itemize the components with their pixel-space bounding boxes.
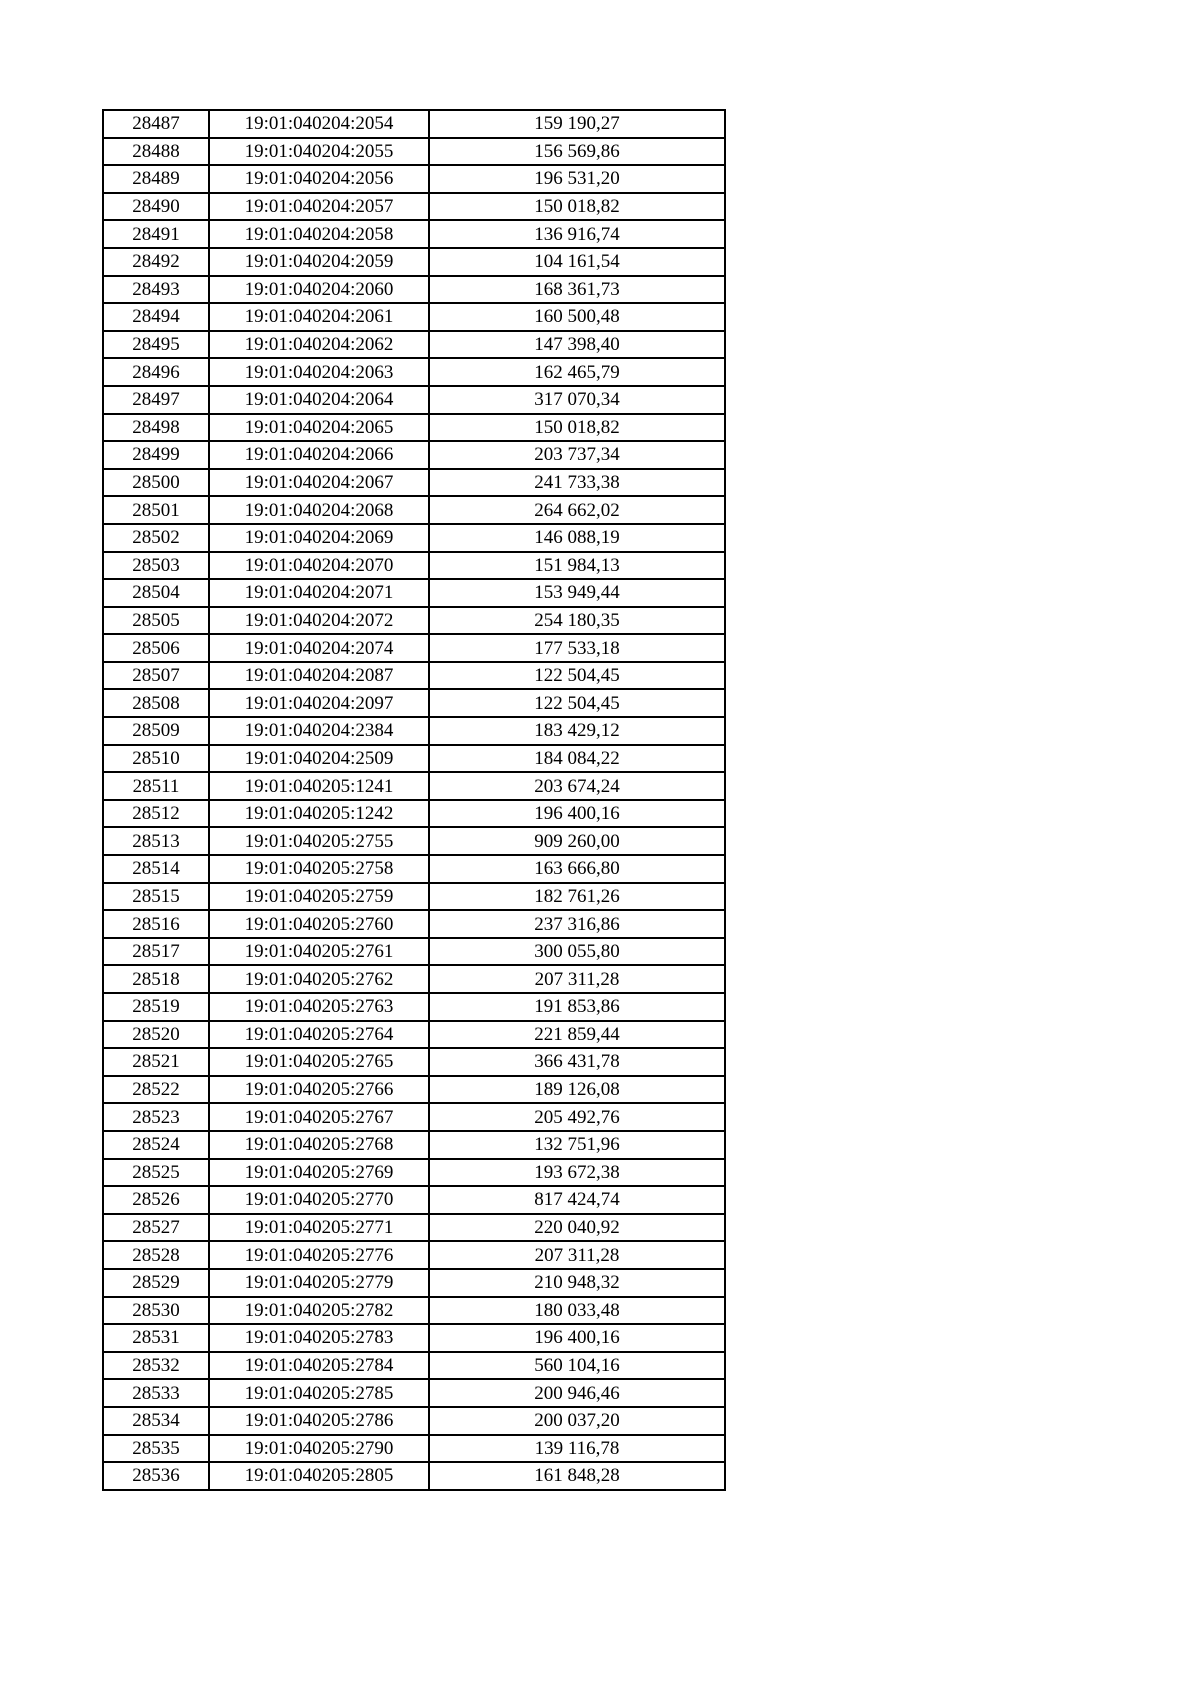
table-row [103, 1352, 725, 1380]
value-cell: 203 737,34 [429, 441, 725, 469]
value-cell: 147 398,40 [429, 331, 725, 359]
row-number-cell: 28494 [103, 303, 209, 331]
row-number-cell: 28519 [103, 993, 209, 1021]
cadastral-number-cell: 19:01:040204:2069 [209, 524, 429, 552]
value-cell: 150 018,82 [429, 193, 725, 221]
cadastral-number-cell: 19:01:040204:2055 [209, 138, 429, 166]
cadastral-number-cell: 19:01:040205:2767 [209, 1103, 429, 1131]
row-number-cell: 28496 [103, 358, 209, 386]
table-row [103, 1269, 725, 1297]
table-row [103, 138, 725, 166]
row-number-cell: 28531 [103, 1324, 209, 1352]
cadastral-number-cell: 19:01:040204:2384 [209, 717, 429, 745]
value-cell: 241 733,38 [429, 469, 725, 497]
cadastral-number-cell: 19:01:040204:2058 [209, 220, 429, 248]
row-number-cell: 28512 [103, 800, 209, 828]
row-number-cell: 28506 [103, 634, 209, 662]
row-number-cell: 28520 [103, 1021, 209, 1049]
cadastral-number-cell: 19:01:040205:2765 [209, 1048, 429, 1076]
table-row [103, 772, 725, 800]
value-cell: 162 465,79 [429, 358, 725, 386]
value-cell: 817 424,74 [429, 1186, 725, 1214]
table-row [103, 1214, 725, 1242]
value-cell: 191 853,86 [429, 993, 725, 1021]
cadastral-number-cell: 19:01:040204:2060 [209, 276, 429, 304]
row-number-cell: 28503 [103, 552, 209, 580]
table-row [103, 1241, 725, 1269]
value-cell: 163 666,80 [429, 855, 725, 883]
cadastral-number-cell: 19:01:040204:2054 [209, 110, 429, 138]
table-row [103, 1297, 725, 1325]
cadastral-number-cell: 19:01:040205:2782 [209, 1297, 429, 1325]
value-cell: 317 070,34 [429, 386, 725, 414]
table-row [103, 358, 725, 386]
cadastral-number-cell: 19:01:040205:2759 [209, 883, 429, 911]
row-number-cell: 28524 [103, 1131, 209, 1159]
cadastral-number-cell: 19:01:040204:2068 [209, 496, 429, 524]
table-row [103, 414, 725, 442]
table-row [103, 1131, 725, 1159]
value-cell: 205 492,76 [429, 1103, 725, 1131]
table-row [103, 883, 725, 911]
table-row [103, 165, 725, 193]
row-number-cell: 28488 [103, 138, 209, 166]
table-row [103, 1021, 725, 1049]
value-cell: 136 916,74 [429, 220, 725, 248]
table-row [103, 689, 725, 717]
value-cell: 193 672,38 [429, 1159, 725, 1187]
value-cell: 196 400,16 [429, 800, 725, 828]
row-number-cell: 28515 [103, 883, 209, 911]
cadastral-number-cell: 19:01:040204:2064 [209, 386, 429, 414]
table-row [103, 1048, 725, 1076]
value-cell: 220 040,92 [429, 1214, 725, 1242]
value-cell: 153 949,44 [429, 579, 725, 607]
value-cell: 161 848,28 [429, 1462, 725, 1490]
cadastral-number-cell: 19:01:040205:2760 [209, 910, 429, 938]
value-cell: 366 431,78 [429, 1048, 725, 1076]
value-cell: 160 500,48 [429, 303, 725, 331]
value-cell: 159 190,27 [429, 110, 725, 138]
table-row [103, 303, 725, 331]
row-number-cell: 28529 [103, 1269, 209, 1297]
table-row [103, 248, 725, 276]
row-number-cell: 28536 [103, 1462, 209, 1490]
cadastral-number-cell: 19:01:040205:2785 [209, 1379, 429, 1407]
row-number-cell: 28516 [103, 910, 209, 938]
cadastral-number-cell: 19:01:040204:2071 [209, 579, 429, 607]
table-row [103, 552, 725, 580]
value-cell: 909 260,00 [429, 827, 725, 855]
table-row [103, 331, 725, 359]
row-number-cell: 28501 [103, 496, 209, 524]
row-number-cell: 28533 [103, 1379, 209, 1407]
row-number-cell: 28511 [103, 772, 209, 800]
cadastral-number-cell: 19:01:040205:2783 [209, 1324, 429, 1352]
cadastral-number-cell: 19:01:040205:2755 [209, 827, 429, 855]
table-row [103, 965, 725, 993]
cadastral-number-cell: 19:01:040205:2771 [209, 1214, 429, 1242]
table-row [103, 110, 725, 138]
cadastral-number-cell: 19:01:040205:2768 [209, 1131, 429, 1159]
value-cell: 150 018,82 [429, 414, 725, 442]
cadastral-number-cell: 19:01:040205:2776 [209, 1241, 429, 1269]
table-row [103, 855, 725, 883]
row-number-cell: 28489 [103, 165, 209, 193]
value-cell: 196 531,20 [429, 165, 725, 193]
cadastral-number-cell: 19:01:040205:2769 [209, 1159, 429, 1187]
table-row [103, 993, 725, 1021]
row-number-cell: 28530 [103, 1297, 209, 1325]
value-cell: 203 674,24 [429, 772, 725, 800]
table-row [103, 1324, 725, 1352]
row-number-cell: 28497 [103, 386, 209, 414]
cadastral-number-cell: 19:01:040205:2790 [209, 1435, 429, 1463]
table-row [103, 717, 725, 745]
cadastral-number-cell: 19:01:040204:2059 [209, 248, 429, 276]
value-cell: 200 946,46 [429, 1379, 725, 1407]
cadastral-number-cell: 19:01:040205:2805 [209, 1462, 429, 1490]
row-number-cell: 28487 [103, 110, 209, 138]
row-number-cell: 28491 [103, 220, 209, 248]
table-row [103, 1407, 725, 1435]
cadastral-number-cell: 19:01:040205:2763 [209, 993, 429, 1021]
table-row [103, 469, 725, 497]
cadastral-number-cell: 19:01:040204:2087 [209, 662, 429, 690]
cadastral-number-cell: 19:01:040205:2761 [209, 938, 429, 966]
value-cell: 207 311,28 [429, 1241, 725, 1269]
table-row [103, 607, 725, 635]
table-row [103, 1379, 725, 1407]
value-cell: 254 180,35 [429, 607, 725, 635]
cadastral-number-cell: 19:01:040204:2097 [209, 689, 429, 717]
cadastral-number-cell: 19:01:040205:2770 [209, 1186, 429, 1214]
table-row [103, 220, 725, 248]
cadastral-number-cell: 19:01:040204:2057 [209, 193, 429, 221]
row-number-cell: 28509 [103, 717, 209, 745]
cadastral-number-cell: 19:01:040204:2070 [209, 552, 429, 580]
cadastral-number-cell: 19:01:040205:2758 [209, 855, 429, 883]
cadastral-number-cell: 19:01:040204:2065 [209, 414, 429, 442]
row-number-cell: 28534 [103, 1407, 209, 1435]
cadastral-number-cell: 19:01:040205:1242 [209, 800, 429, 828]
value-cell: 560 104,16 [429, 1352, 725, 1380]
table-row [103, 1159, 725, 1187]
row-number-cell: 28492 [103, 248, 209, 276]
row-number-cell: 28507 [103, 662, 209, 690]
row-number-cell: 28528 [103, 1241, 209, 1269]
row-number-cell: 28498 [103, 414, 209, 442]
row-number-cell: 28526 [103, 1186, 209, 1214]
cadastral-number-cell: 19:01:040205:2779 [209, 1269, 429, 1297]
cadastral-number-cell: 19:01:040204:2056 [209, 165, 429, 193]
row-number-cell: 28522 [103, 1076, 209, 1104]
value-cell: 151 984,13 [429, 552, 725, 580]
table-row [103, 800, 725, 828]
value-cell: 139 116,78 [429, 1435, 725, 1463]
cadastral-number-cell: 19:01:040204:2066 [209, 441, 429, 469]
table-row [103, 745, 725, 773]
table-row [103, 524, 725, 552]
table-row [103, 1462, 725, 1490]
table-body [103, 110, 725, 1490]
cadastral-number-cell: 19:01:040204:2074 [209, 634, 429, 662]
row-number-cell: 28525 [103, 1159, 209, 1187]
table-row [103, 634, 725, 662]
row-number-cell: 28514 [103, 855, 209, 883]
row-number-cell: 28523 [103, 1103, 209, 1131]
value-cell: 122 504,45 [429, 662, 725, 690]
table-row [103, 1076, 725, 1104]
row-number-cell: 28513 [103, 827, 209, 855]
row-number-cell: 28532 [103, 1352, 209, 1380]
value-cell: 132 751,96 [429, 1131, 725, 1159]
row-number-cell: 28508 [103, 689, 209, 717]
cadastral-number-cell: 19:01:040204:2061 [209, 303, 429, 331]
cadastral-number-cell: 19:01:040204:2063 [209, 358, 429, 386]
value-cell: 177 533,18 [429, 634, 725, 662]
row-number-cell: 28500 [103, 469, 209, 497]
value-cell: 189 126,08 [429, 1076, 725, 1104]
table-row [103, 441, 725, 469]
row-number-cell: 28502 [103, 524, 209, 552]
value-cell: 104 161,54 [429, 248, 725, 276]
row-number-cell: 28535 [103, 1435, 209, 1463]
table-row [103, 276, 725, 304]
value-cell: 183 429,12 [429, 717, 725, 745]
table-row [103, 938, 725, 966]
row-number-cell: 28521 [103, 1048, 209, 1076]
table-row [103, 1103, 725, 1131]
table-row [103, 1435, 725, 1463]
table-row [103, 827, 725, 855]
data-table [102, 109, 726, 1491]
cadastral-number-cell: 19:01:040205:1241 [209, 772, 429, 800]
value-cell: 146 088,19 [429, 524, 725, 552]
cadastral-number-cell: 19:01:040204:2072 [209, 607, 429, 635]
table-row [103, 193, 725, 221]
cadastral-number-cell: 19:01:040204:2062 [209, 331, 429, 359]
value-cell: 300 055,80 [429, 938, 725, 966]
row-number-cell: 28490 [103, 193, 209, 221]
table-row [103, 496, 725, 524]
cadastral-number-cell: 19:01:040205:2764 [209, 1021, 429, 1049]
value-cell: 264 662,02 [429, 496, 725, 524]
cadastral-number-cell: 19:01:040205:2762 [209, 965, 429, 993]
value-cell: 237 316,86 [429, 910, 725, 938]
row-number-cell: 28517 [103, 938, 209, 966]
value-cell: 168 361,73 [429, 276, 725, 304]
value-cell: 196 400,16 [429, 1324, 725, 1352]
cadastral-number-cell: 19:01:040204:2067 [209, 469, 429, 497]
row-number-cell: 28504 [103, 579, 209, 607]
row-number-cell: 28518 [103, 965, 209, 993]
row-number-cell: 28527 [103, 1214, 209, 1242]
table-row [103, 1186, 725, 1214]
row-number-cell: 28510 [103, 745, 209, 773]
table-row [103, 910, 725, 938]
cadastral-number-cell: 19:01:040205:2784 [209, 1352, 429, 1380]
value-cell: 184 084,22 [429, 745, 725, 773]
value-cell: 200 037,20 [429, 1407, 725, 1435]
row-number-cell: 28505 [103, 607, 209, 635]
table-row [103, 662, 725, 690]
row-number-cell: 28495 [103, 331, 209, 359]
value-cell: 221 859,44 [429, 1021, 725, 1049]
table-row [103, 386, 725, 414]
row-number-cell: 28493 [103, 276, 209, 304]
cadastral-number-cell: 19:01:040204:2509 [209, 745, 429, 773]
value-cell: 180 033,48 [429, 1297, 725, 1325]
value-cell: 207 311,28 [429, 965, 725, 993]
cadastral-number-cell: 19:01:040205:2786 [209, 1407, 429, 1435]
value-cell: 156 569,86 [429, 138, 725, 166]
value-cell: 182 761,26 [429, 883, 725, 911]
row-number-cell: 28499 [103, 441, 209, 469]
cadastral-number-cell: 19:01:040205:2766 [209, 1076, 429, 1104]
table-row [103, 579, 725, 607]
value-cell: 210 948,32 [429, 1269, 725, 1297]
value-cell: 122 504,45 [429, 689, 725, 717]
